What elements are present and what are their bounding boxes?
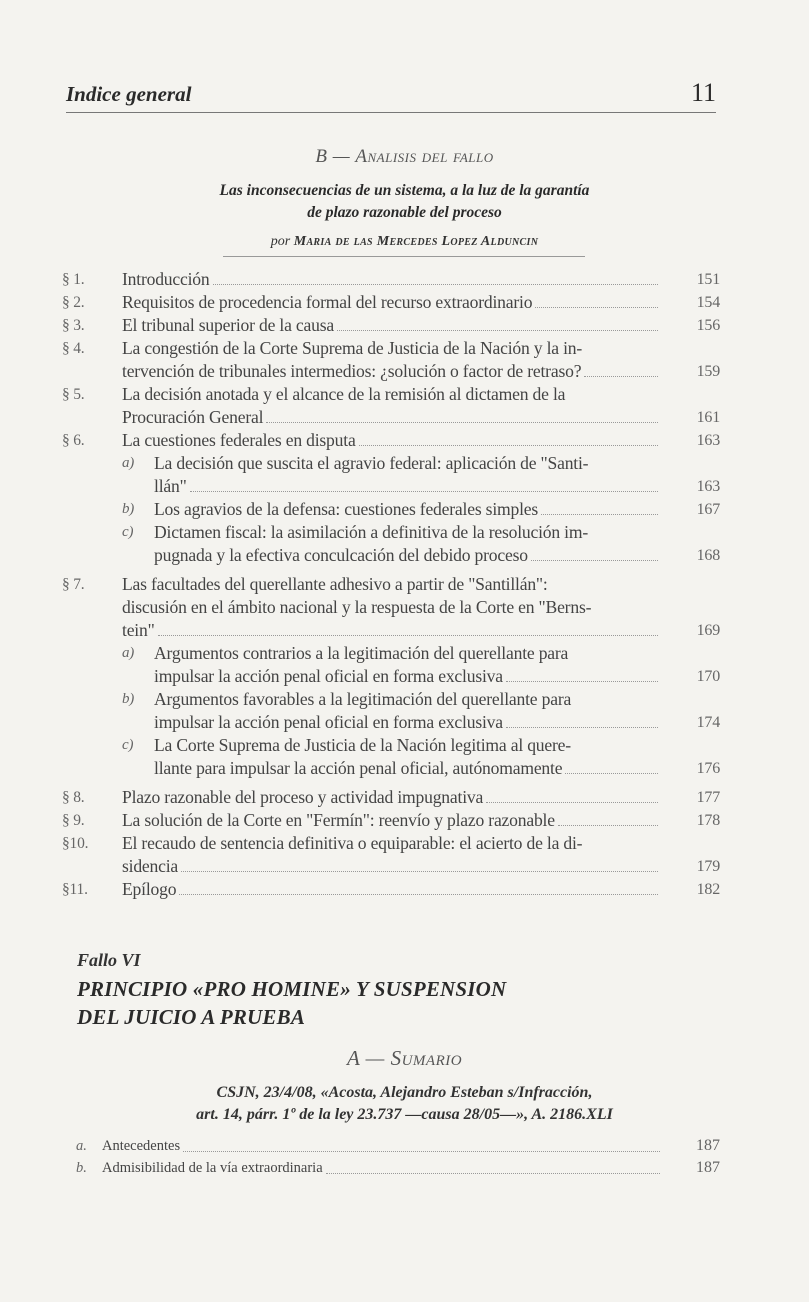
toc-page-number: 168 bbox=[696, 547, 720, 564]
sumario-contents bbox=[76, 1135, 720, 1179]
toc-entry-text: impulsar la acción penal oficial en forma exclusiva bbox=[154, 712, 503, 732]
toc-entry bbox=[62, 734, 720, 780]
toc-section-mark: § 4. bbox=[62, 340, 85, 357]
section-a-heading: A — Sumario bbox=[346, 1046, 463, 1070]
toc-entry bbox=[62, 337, 720, 383]
sumario-entry-text: Antecedentes bbox=[102, 1138, 181, 1154]
toc-entry-text: La decisión que suscita el agravio federal: aplicación de "Santi- bbox=[154, 453, 589, 473]
dot-leader bbox=[506, 680, 658, 682]
toc-page-number: 156 bbox=[696, 317, 720, 334]
toc-page-number: 179 bbox=[696, 858, 720, 875]
toc-entry bbox=[62, 291, 720, 314]
toc-page-number: 182 bbox=[696, 881, 720, 898]
dot-leader bbox=[565, 772, 658, 774]
toc-section-mark: § 6. bbox=[62, 432, 85, 449]
toc-entry-text: tervención de tribunales intermedios: ¿solución o factor de retraso? bbox=[122, 361, 582, 381]
toc-entry bbox=[62, 786, 720, 809]
running-header bbox=[66, 78, 716, 113]
toc-entry bbox=[62, 809, 720, 832]
toc-section-mark: § 8. bbox=[62, 789, 85, 806]
toc-page-number: 163 bbox=[696, 432, 720, 449]
toc-entry bbox=[62, 268, 720, 291]
sumario-entry-letter: b. bbox=[76, 1160, 87, 1176]
author-underline bbox=[223, 256, 585, 257]
toc-page-number: 167 bbox=[696, 501, 720, 518]
toc-entry bbox=[62, 452, 720, 498]
dot-leader bbox=[181, 870, 658, 872]
case-citation: CSJN, 23/4/08, «Acosta, Alejandro Esteban s/Infracción, art. 14, párr. 1º de la ley 23.737 —causa 28/05—», A. 2186.XLI bbox=[196, 1084, 613, 1123]
toc-entry-text: discusión en el ámbito nacional y la respuesta de la Corte en "Berns- bbox=[122, 597, 592, 617]
toc-subentry-letter: c) bbox=[122, 524, 134, 540]
section-b-heading: B — Analisis del fallo bbox=[315, 146, 494, 167]
toc-entry-text: Introducción bbox=[122, 269, 210, 289]
toc-entry-text: La congestión de la Corte Suprema de Justicia de la Nación y la in- bbox=[122, 338, 583, 358]
sumario-entry bbox=[76, 1157, 720, 1179]
toc-entry-text: Argumentos favorables a la legitimación del querellante para bbox=[154, 689, 572, 709]
toc-page-number: 159 bbox=[696, 363, 720, 380]
toc-page-number: 151 bbox=[696, 271, 720, 288]
toc-entry bbox=[62, 498, 720, 521]
toc-section-mark: § 2. bbox=[62, 294, 85, 311]
toc-entry-text: El tribunal superior de la causa bbox=[122, 315, 334, 335]
toc-section-mark: § 7. bbox=[62, 576, 85, 593]
toc-subentry-letter: a) bbox=[122, 455, 135, 471]
toc-entry bbox=[62, 832, 720, 878]
page-number: 11 bbox=[690, 78, 716, 107]
toc-page-number: 169 bbox=[696, 622, 720, 639]
toc-subentry-letter: b) bbox=[122, 691, 135, 707]
toc-entry-text: Las facultades del querellante adhesivo a partir de "Santillán": bbox=[122, 574, 548, 594]
dot-leader bbox=[584, 375, 658, 377]
dot-leader bbox=[506, 726, 658, 728]
dot-leader bbox=[183, 1150, 660, 1152]
toc-page-number: 174 bbox=[696, 714, 720, 731]
toc-section-mark: § 5. bbox=[62, 386, 85, 403]
toc-entry-text: Plazo razonable del proceso y actividad impugnativa bbox=[122, 787, 484, 807]
dot-leader bbox=[326, 1172, 660, 1174]
toc-page-number: 176 bbox=[696, 760, 720, 777]
toc-page-number: 170 bbox=[696, 668, 720, 685]
dot-leader bbox=[266, 421, 658, 423]
toc-entry-text: La solución de la Corte en "Fermín": reenvío y plazo razonable bbox=[122, 810, 555, 830]
toc-entry-text: llán" bbox=[154, 476, 187, 496]
toc-entry-text: Procuración General bbox=[122, 407, 264, 427]
toc-entry-text: La Corte Suprema de Justicia de la Nación legitima al quere- bbox=[154, 735, 571, 755]
toc-entry-text: La decisión anotada y el alcance de la remisión al dictamen de la bbox=[122, 384, 566, 404]
toc-page-number: 161 bbox=[696, 409, 720, 426]
toc-entry bbox=[62, 573, 720, 642]
dot-leader bbox=[179, 893, 658, 895]
toc-entry-text: Los agravios de la defensa: cuestiones federales simples bbox=[154, 499, 539, 519]
toc-entry-text: impulsar la acción penal oficial en forma exclusiva bbox=[154, 666, 503, 686]
toc-entry bbox=[62, 429, 720, 452]
sumario-page-number: 187 bbox=[696, 1159, 720, 1176]
toc-subentry-letter: c) bbox=[122, 737, 134, 753]
toc-section-mark: § 9. bbox=[62, 812, 85, 829]
dot-leader bbox=[535, 306, 658, 308]
toc-entry bbox=[62, 521, 720, 567]
toc-entry-text: tein" bbox=[122, 620, 155, 640]
toc-page-number: 178 bbox=[696, 812, 720, 829]
dot-leader bbox=[531, 559, 658, 561]
toc-entry bbox=[62, 878, 720, 901]
toc-entry-text: Argumentos contrarios a la legitimación del querellante para bbox=[154, 643, 569, 663]
toc-page-number: 163 bbox=[696, 478, 720, 495]
dot-leader bbox=[558, 824, 658, 826]
toc-section-mark: § 1. bbox=[62, 271, 85, 288]
fallo-title: PRINCIPIO «PRO HOMINE» Y SUSPENSION DEL JUICIO A PRUEBA bbox=[77, 977, 507, 1029]
toc-entry-text: sidencia bbox=[122, 856, 179, 876]
toc-entry-text: pugnada y la efectiva conculcación del debido proceso bbox=[154, 545, 528, 565]
toc-entry-text: llante para impulsar la acción penal oficial, autónomamente bbox=[154, 758, 563, 778]
toc-entry-text: Dictamen fiscal: la asimilación a definitiva de la resolución im- bbox=[154, 522, 589, 542]
toc-section-mark: § 3. bbox=[62, 317, 85, 334]
toc-page-number: 177 bbox=[696, 789, 720, 806]
running-title: Indice general bbox=[66, 82, 192, 106]
toc-section-mark: §10. bbox=[62, 835, 89, 852]
fallo-label: Fallo VI bbox=[77, 950, 141, 970]
sumario-entry-text: Admisibilidad de la vía extraordinaria bbox=[102, 1160, 323, 1176]
table-of-contents bbox=[62, 268, 720, 901]
toc-entry-text: Requisitos de procedencia formal del recurso extraordinario bbox=[122, 292, 533, 312]
dot-leader bbox=[541, 513, 658, 515]
toc-section-mark: §11. bbox=[62, 881, 88, 898]
dot-leader bbox=[486, 801, 658, 803]
dot-leader bbox=[337, 329, 658, 331]
author-line: por Maria de las Mercedes Lopez Alduncin bbox=[270, 234, 539, 249]
toc-entry bbox=[62, 314, 720, 337]
toc-entry-text: Epílogo bbox=[122, 879, 177, 899]
toc-page-number: 154 bbox=[696, 294, 720, 311]
toc-entry bbox=[62, 383, 720, 429]
dot-leader bbox=[213, 283, 659, 285]
dot-leader bbox=[158, 634, 658, 636]
toc-entry bbox=[62, 642, 720, 688]
toc-subentry-letter: b) bbox=[122, 501, 135, 517]
toc-entry bbox=[62, 688, 720, 734]
toc-entry-text: La cuestiones federales en disputa bbox=[122, 430, 356, 450]
dot-leader bbox=[190, 490, 658, 492]
toc-entry-text: El recaudo de sentencia definitiva o equiparable: el acierto de la di- bbox=[122, 833, 583, 853]
section-b-subtitle: Las inconsecuencias de un sistema, a la luz de la garantía de plazo razonable del proceso bbox=[219, 182, 590, 221]
sumario-entry-letter: a. bbox=[76, 1138, 87, 1154]
dot-leader bbox=[359, 444, 658, 446]
sumario-page-number: 187 bbox=[696, 1137, 720, 1154]
sumario-entry bbox=[76, 1135, 720, 1157]
toc-subentry-letter: a) bbox=[122, 645, 135, 661]
